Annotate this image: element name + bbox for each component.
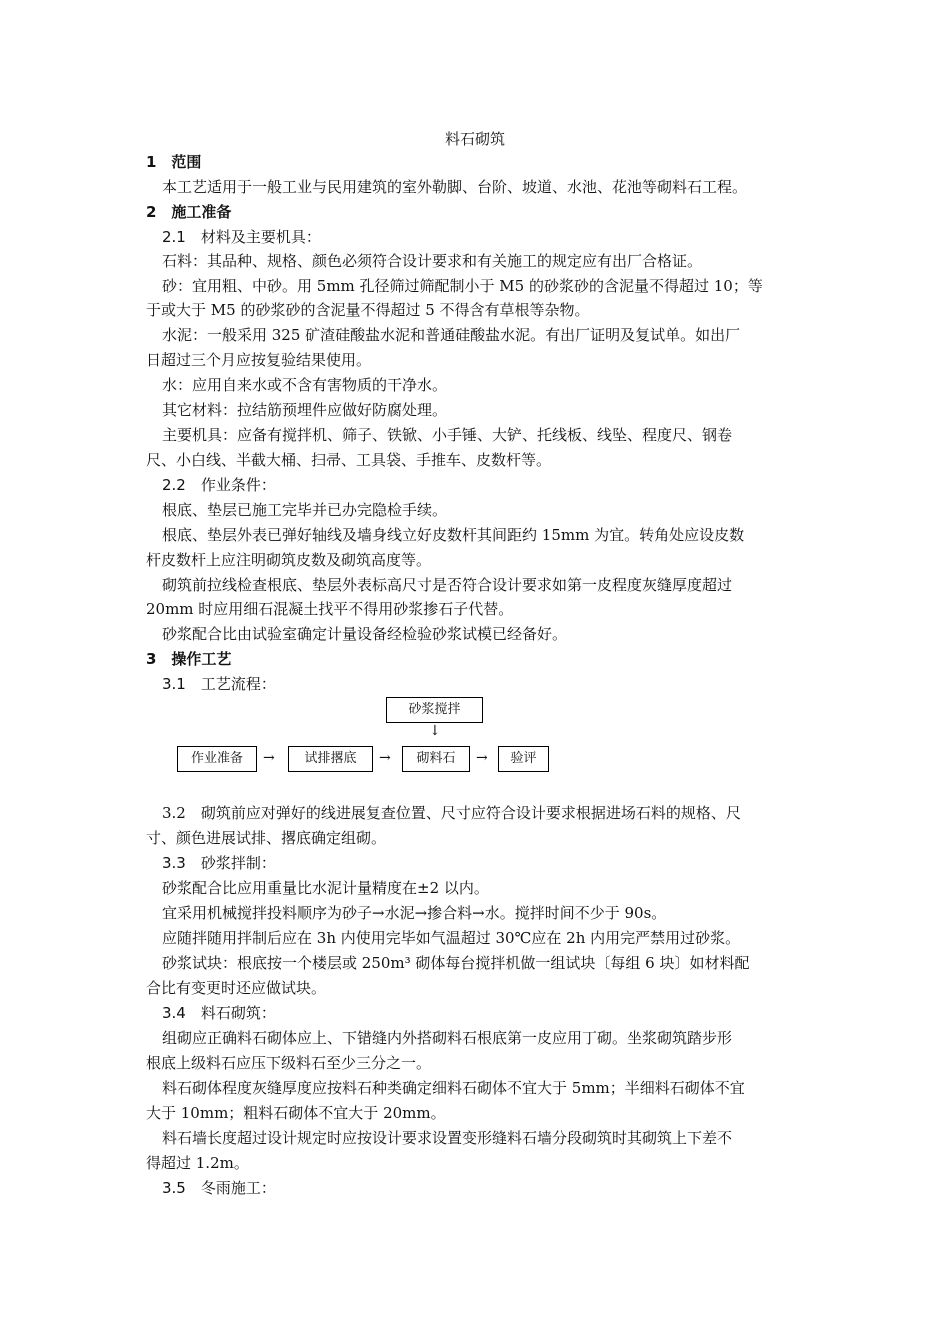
paragraph-line: 砂浆试块：根底按一个楼层或 250m³ 砌体每台搅拌机做一组试块〔每组 6 块〕如材料配 — [162, 954, 750, 972]
subsection-heading: 2.2 作业条件： — [162, 476, 276, 494]
paragraph-line: 砂：宜用粗、中砂。用 5mm 孔径筛过筛配制小于 M5 的砂浆砂的含泥量不得超过 10；等 — [162, 277, 763, 295]
subsection-heading: 3.3 砂浆拌制： — [162, 854, 276, 872]
paragraph-line: 寸、颜色进展试排、撂底确定组砌。 — [146, 829, 387, 847]
paragraph-line: 其它材料：拉结筋预埋件应做好防腐处理。 — [162, 401, 448, 419]
paragraph-line: 根底上级料石应压下级料石至少三分之一。 — [146, 1054, 432, 1072]
flow-arrow-down-icon: ↓ — [429, 723, 441, 739]
paragraph-line: 日超过三个月应按复验结果使用。 — [146, 351, 372, 369]
subsection-heading: 2.1 材料及主要机具： — [162, 228, 321, 246]
paragraph-line: 尺、小白线、半截大桶、扫帚、工具袋、手推车、皮数杆等。 — [146, 451, 552, 469]
paragraph-line: 得超过 1.2m。 — [146, 1154, 249, 1172]
paragraph-line: 组砌应正确料石砌体应上、下错缝内外搭砌料石根底第一皮应用丁砌。坐浆砌筑踏步形 — [162, 1029, 733, 1047]
paragraph-line: 砌筑前拉线检查根底、垫层外表标高尺寸是否符合设计要求如第一皮程度灰缝厚度超过 — [162, 576, 733, 594]
paragraph-line: 主要机具：应备有搅拌机、筛子、铁锨、小手锤、大铲、托线板、线坠、程度尺、钢卷 — [162, 426, 733, 444]
paragraph-line: 3.2 砌筑前应对弹好的线进展复查位置、尺寸应符合设计要求根据进场石料的规格、尺 — [162, 804, 741, 822]
paragraph-line: 根底、垫层已施工完毕并已办完隐检手续。 — [162, 501, 448, 519]
paragraph-line: 水：应用自来水或不含有害物质的干净水。 — [162, 376, 448, 394]
paragraph-line: 20mm 时应用细石混凝土找平不得用砂浆掺石子代替。 — [146, 600, 514, 618]
flow-box-step-3: 砌料石 — [402, 746, 470, 772]
paragraph-line: 应随拌随用拌制后应在 3h 内使用完毕如气温超过 30℃应在 2h 内用完严禁用过砂浆。 — [162, 929, 741, 947]
section-heading: 3 操作工艺 — [146, 650, 232, 668]
paragraph-line: 料石墙长度超过设计规定时应按设计要求设置变形缝料石墙分段砌筑时其砌筑上下差不 — [162, 1129, 733, 1147]
paragraph-line: 料石砌体程度灰缝厚度应按料石种类确定细料石砌体不宜大于 5mm；半细料石砌体不宜 — [162, 1079, 745, 1097]
page-title: 料石砌筑 — [444, 130, 505, 148]
paragraph-line: 杆皮数杆上应注明砌筑皮数及砌筑高度等。 — [146, 551, 432, 569]
section-heading: 2 施工准备 — [146, 203, 232, 221]
flow-box-step-2: 试排撂底 — [288, 746, 373, 772]
flow-arrow-right-icon: → — [263, 750, 275, 766]
subsection-heading: 3.1 工艺流程： — [162, 675, 276, 693]
paragraph-line: 砂浆配合比应用重量比水泥计量精度在±2 以内。 — [162, 879, 489, 897]
paragraph-line: 合比有变更时还应做试块。 — [146, 979, 327, 997]
section-heading: 1 范围 — [146, 153, 202, 171]
flow-box-step-4: 验评 — [498, 746, 549, 772]
flow-box-mortar-mixing: 砂浆搅拌 — [386, 697, 483, 723]
paragraph-line: 砂浆配合比由试验室确定计量设备经检验砂浆试模已经备好。 — [162, 625, 568, 643]
paragraph-line: 于或大于 M5 的砂浆砂的含泥量不得超过 5 不得含有草根等杂物。 — [146, 301, 590, 319]
paragraph-line: 大于 10mm；粗料石砌体不宜大于 20mm。 — [146, 1104, 446, 1122]
paragraph-line: 本工艺适用于一般工业与民用建筑的室外勒脚、台阶、坡道、水池、花池等砌料石工程。 — [162, 178, 748, 196]
flow-arrow-right-icon: → — [476, 750, 488, 766]
flow-arrow-right-icon: → — [379, 750, 391, 766]
flow-box-step-1: 作业准备 — [177, 746, 257, 772]
paragraph-line: 水泥：一般采用 325 矿渣硅酸盐水泥和普通硅酸盐水泥。有出厂证明及复试单。如出厂 — [162, 326, 741, 344]
subsection-heading: 3.4 料石砌筑： — [162, 1004, 276, 1022]
subsection-heading: 3.5 冬雨施工： — [162, 1179, 276, 1197]
paragraph-line: 根底、垫层外表已弹好轴线及墙身线立好皮数杆其间距约 15mm 为宜。转角处应设皮数 — [162, 526, 745, 544]
paragraph-line: 石料：其品种、规格、颜色必须符合设计要求和有关施工的规定应有出厂合格证。 — [162, 252, 703, 270]
paragraph-line: 宜采用机械搅拌投料顺序为砂子→水泥→掺合料→水。搅拌时间不少于 90s。 — [162, 904, 667, 922]
